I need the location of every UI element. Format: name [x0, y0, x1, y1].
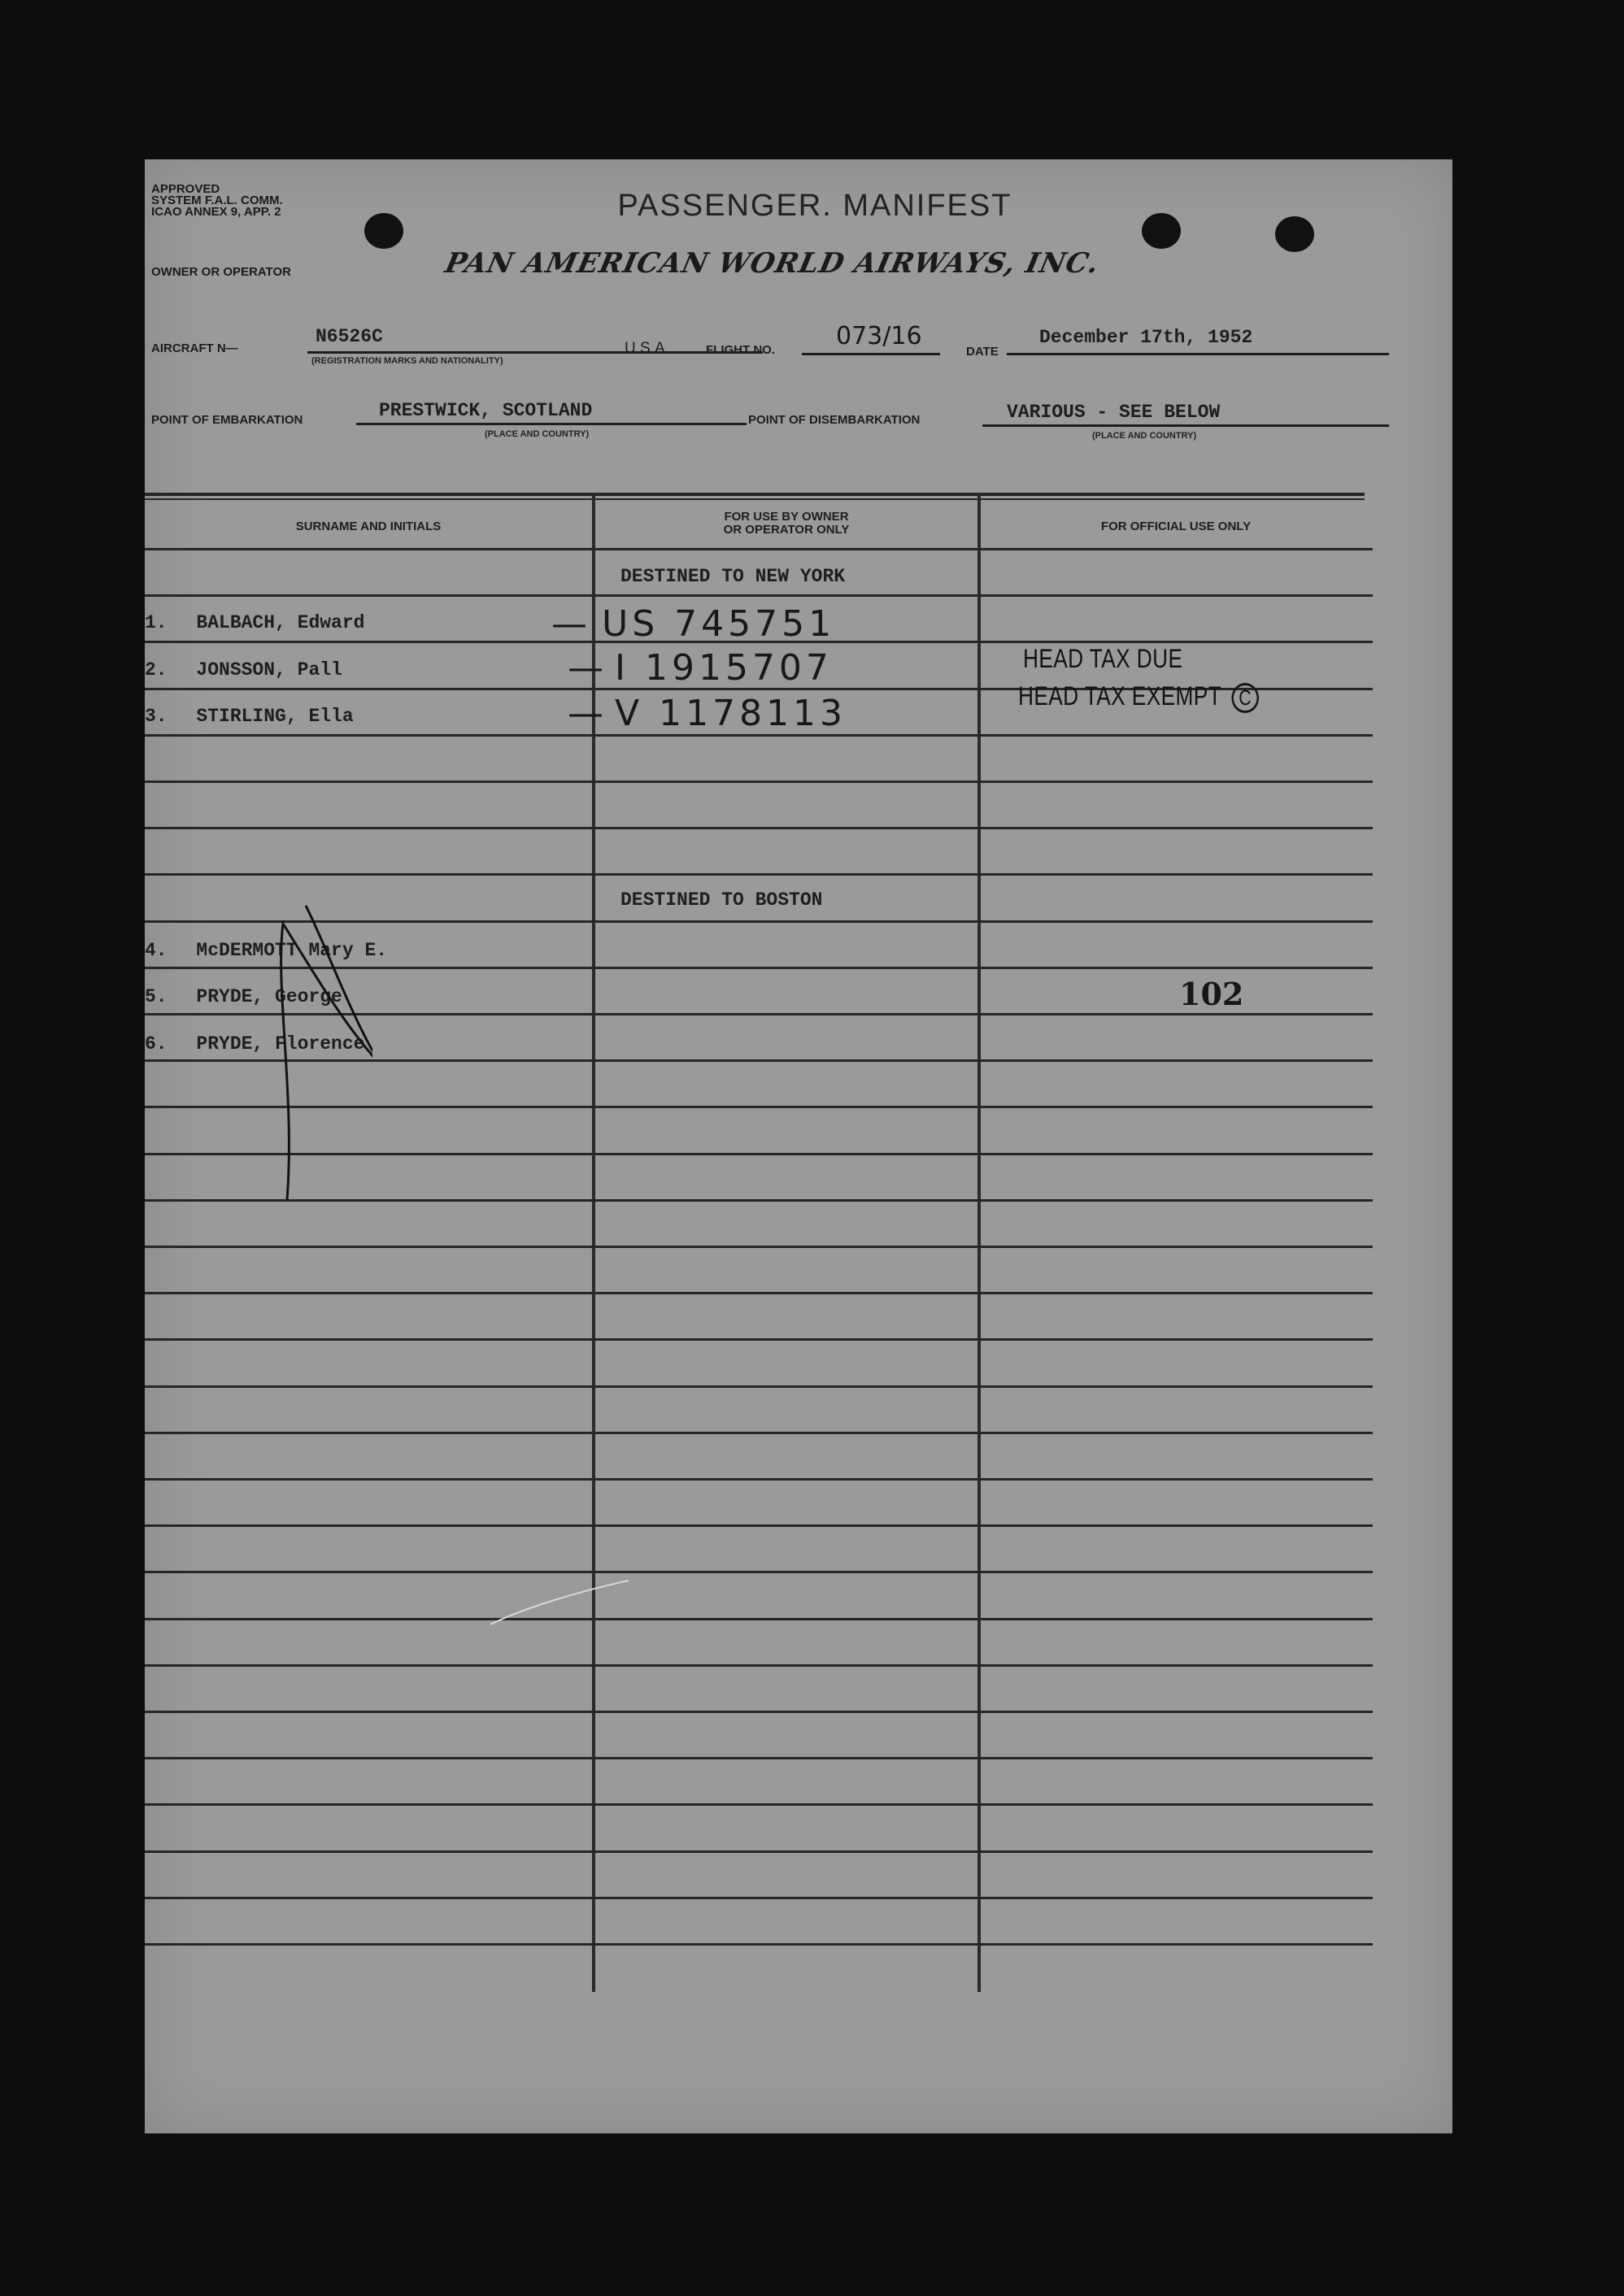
column-header-owner-line1: FOR USE BY OWNER	[724, 510, 849, 524]
manifest-page	[145, 159, 1452, 2133]
aircraft-underline	[307, 351, 763, 354]
row-number: 3.	[145, 706, 168, 727]
column-header-official: FOR OFFICIAL USE ONLY	[1100, 520, 1252, 533]
row-number: 2.	[145, 659, 168, 681]
passenger-name: PRYDE, Florence	[196, 1033, 365, 1055]
row-number: 5.	[145, 986, 168, 1007]
passport-code: — V 1178113	[568, 693, 847, 734]
embark-value: PRESTWICK, SCOTLAND	[379, 400, 593, 421]
exempt-mark: C	[1231, 683, 1259, 713]
passenger-name: PRYDE, George	[196, 986, 342, 1007]
table-top-rule	[145, 498, 1365, 500]
table-row-rule	[145, 1292, 1373, 1294]
aircraft-value: N6526C	[316, 326, 383, 347]
approval-note: APPROVED SYSTEM F.A.L. COMM. ICAO ANNEX 9, APP. 2	[151, 182, 283, 219]
table-row-rule	[145, 1664, 1373, 1667]
list-item	[145, 659, 342, 681]
row-number: 6.	[145, 1033, 168, 1055]
table-row-rule	[145, 1478, 1373, 1481]
embark-sub: (PLACE AND COUNTRY)	[485, 429, 590, 439]
aircraft-label: AIRCRAFT N—	[151, 341, 238, 355]
disembark-value: VARIOUS - SEE BELOW	[1007, 402, 1221, 423]
table-row-rule	[145, 873, 1373, 876]
page-title: PASSENGER. MANIFEST	[617, 189, 1012, 223]
table-row-rule	[145, 1524, 1373, 1527]
table-row-rule	[145, 594, 1373, 597]
table-row-rule	[145, 734, 1373, 737]
table-row-rule	[145, 827, 1373, 829]
column-divider	[977, 496, 981, 1992]
passport-code: — US 745751	[551, 603, 836, 645]
group-destination: DESTINED TO NEW YORK	[620, 566, 846, 587]
embark-underline	[356, 423, 747, 425]
table-row-rule	[145, 1385, 1373, 1388]
flight-value: 073/16	[836, 322, 922, 350]
date-underline	[1007, 353, 1389, 355]
stray-pen-mark	[486, 1574, 633, 1631]
table-row-rule	[145, 1711, 1373, 1713]
column-header-surname: SURNAME AND INITIALS	[295, 520, 442, 533]
table-row-rule	[145, 1338, 1373, 1341]
table-top-rule	[145, 493, 1365, 496]
table-row-rule	[145, 548, 1373, 550]
passenger-name: STIRLING, Ella	[196, 706, 354, 727]
table-row-rule	[145, 1432, 1373, 1434]
passenger-name: JONSSON, Pall	[196, 659, 342, 681]
table-row-rule	[145, 1803, 1373, 1806]
group-destination: DESTINED TO BOSTON	[620, 889, 823, 911]
disembark-underline	[982, 424, 1389, 427]
disembark-label: POINT OF DISEMBARKATION	[748, 413, 921, 427]
column-header-owner-line2: OR OPERATOR ONLY	[723, 523, 850, 537]
table-row-rule	[145, 1850, 1373, 1853]
head-tax-due-stamp: HEAD TAX DUE	[1023, 644, 1183, 673]
disembark-sub: (PLACE AND COUNTRY)	[1092, 431, 1197, 441]
table-row-rule	[145, 1571, 1373, 1573]
list-item	[145, 612, 364, 633]
airline-name: PAN AMERICAN WORLD AIRWAYS, INC.	[442, 247, 1103, 280]
table-row-rule	[145, 1943, 1373, 1946]
usa-label: U.S.A.	[625, 340, 669, 357]
passenger-name: BALBACH, Edward	[196, 612, 365, 633]
row-number: 4.	[145, 940, 168, 961]
head-tax-exempt-stamp: HEAD TAX EXEMPT C	[1018, 681, 1259, 713]
flight-underline	[802, 353, 940, 355]
table-row-rule	[145, 1757, 1373, 1759]
passenger-name: McDERMOTT Mary E.	[196, 940, 388, 961]
row-number: 1.	[145, 612, 168, 633]
official-number: 102	[1179, 976, 1244, 1012]
aircraft-sub: (REGISTRATION MARKS AND NATIONALITY)	[311, 356, 503, 366]
date-label: DATE	[966, 345, 999, 359]
list-item	[145, 706, 354, 727]
owner-label: OWNER OR OPERATOR	[151, 265, 291, 279]
flight-label: FLIGHT NO.	[706, 343, 775, 357]
table-row-rule	[145, 781, 1373, 783]
handwritten-loop-mark	[210, 891, 372, 1216]
passport-code: — I 1915707	[568, 647, 833, 689]
table-row-rule	[145, 1618, 1373, 1620]
table-row-rule	[145, 1246, 1373, 1248]
embark-label: POINT OF EMBARKATION	[151, 413, 303, 427]
table-row-rule	[145, 1897, 1373, 1899]
date-value: December 17th, 1952	[1039, 327, 1253, 348]
column-header-owner	[595, 511, 977, 537]
